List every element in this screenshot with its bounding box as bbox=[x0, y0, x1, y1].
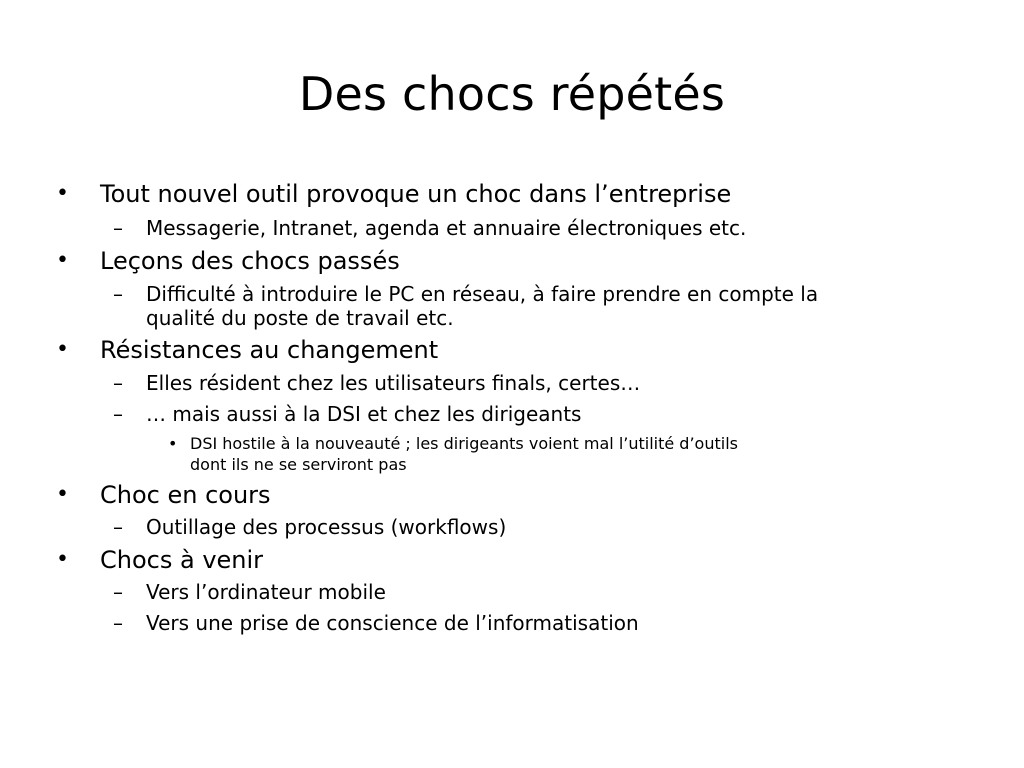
bullet-level1: • bbox=[56, 337, 69, 362]
bullet-text-level1: Leçons des chocs passés bbox=[100, 247, 400, 275]
bullet-text-level2: Vers l’ordinateur mobile bbox=[146, 580, 386, 604]
bullet-level2: – bbox=[113, 580, 123, 604]
bullet-level2: – bbox=[113, 515, 123, 539]
bullet-level2: – bbox=[113, 216, 123, 240]
bullet-level3: • bbox=[168, 434, 178, 453]
bullet-text-level3-continued: dont ils ne se serviront pas bbox=[190, 455, 407, 474]
bullet-text-level1: Chocs à venir bbox=[100, 546, 264, 574]
bullet-text-level2: Messagerie, Intranet, agenda et annuaire électroniques etc. bbox=[146, 216, 747, 240]
bullet-text-level2: Vers une prise de conscience de l’informatisation bbox=[146, 611, 639, 635]
bullet-level2: – bbox=[113, 371, 123, 395]
bullet-text-level1: Choc en cours bbox=[100, 481, 271, 509]
bullet-text-level2: Outillage des processus (workflows) bbox=[146, 515, 507, 539]
bullet-level1: • bbox=[56, 547, 69, 572]
bullet-text-level2-continued: qualité du poste de travail etc. bbox=[146, 306, 454, 330]
bullet-level2: – bbox=[113, 282, 123, 306]
bullet-text-level1: Tout nouvel outil provoque un choc dans l’entreprise bbox=[100, 180, 732, 208]
bullet-level2: – bbox=[113, 402, 123, 426]
bullet-text-level2: Elles résident chez les utilisateurs finals, certes… bbox=[146, 371, 641, 395]
bullet-text-level2: Difficulté à introduire le PC en réseau, à faire prendre en compte la bbox=[146, 282, 819, 306]
bullet-text-level1: Résistances au changement bbox=[100, 336, 439, 364]
bullet-text-level3: DSI hostile à la nouveauté ; les dirigeants voient mal l’utilité d’outils bbox=[190, 434, 738, 453]
bullet-text-level2: … mais aussi à la DSI et chez les dirigeants bbox=[146, 402, 582, 426]
bullet-level1: • bbox=[56, 248, 69, 273]
bullet-level1: • bbox=[56, 181, 69, 206]
bullet-level1: • bbox=[56, 482, 69, 507]
slide-title: Des chocs répétés bbox=[298, 67, 726, 121]
bullet-level2: – bbox=[113, 611, 123, 635]
